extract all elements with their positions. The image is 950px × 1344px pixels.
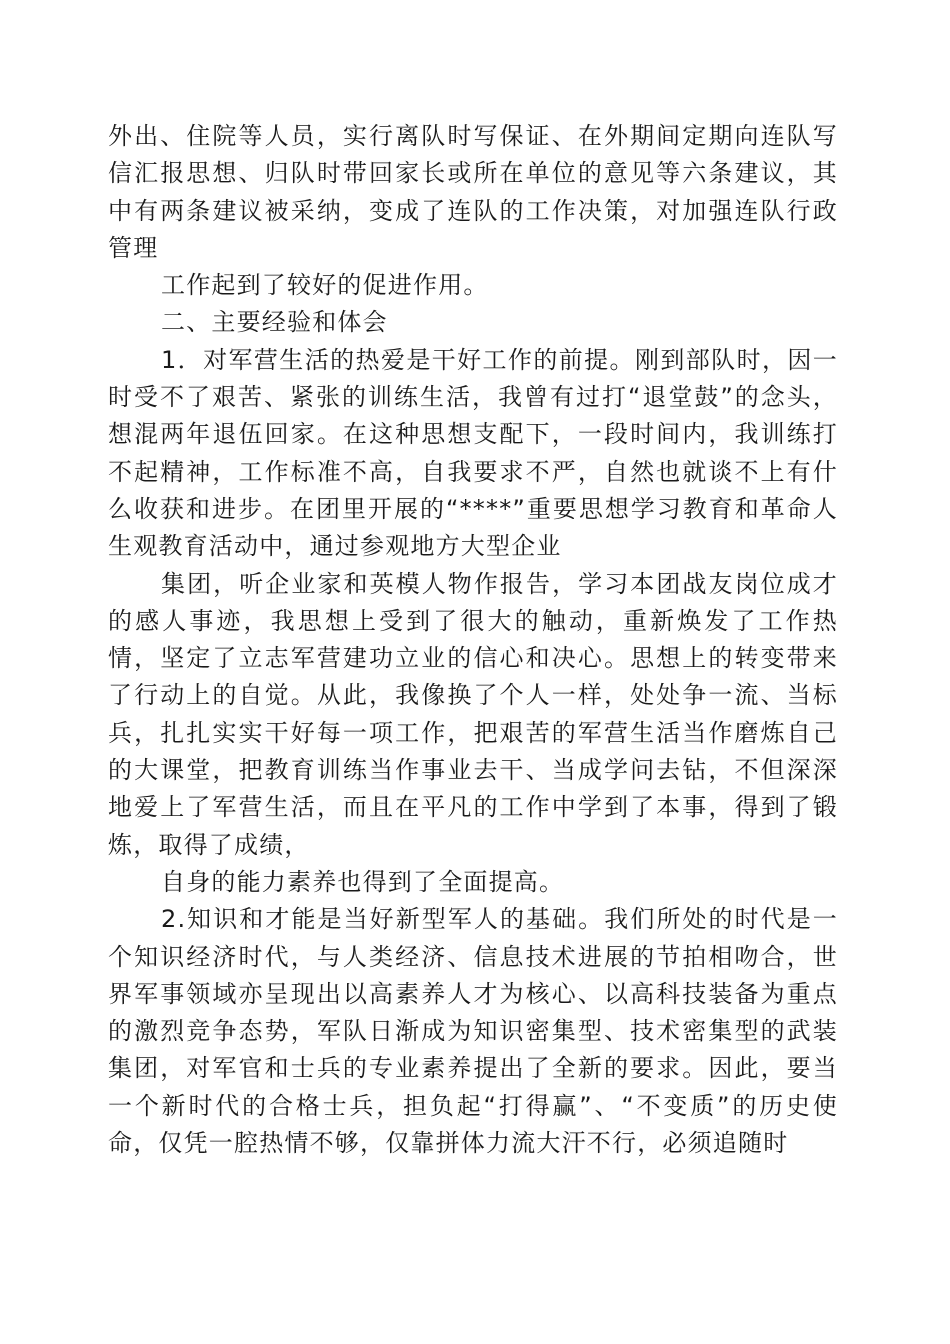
paragraph-5: 自身的能力素养也得到了全面提高。 xyxy=(161,867,565,896)
paragraph-3: 1．对军营生活的热爱是干好工作的前提。刚到部队时，因一时受不了艰苦、紧张的训练生活，我曾有过打“退堂鼓”的念头，想混两年退伍回家。在这种思想支配下，一段时间内，我训练打不起精神，工作标准不高，自我要求不严，自然也就谈不上有什么收获和进步。在团里开展的“****”重要思想学习教育和革命人生观教育活动中，通过参观地方大型企业 xyxy=(108,345,838,561)
paragraph-4: 集团，听企业家和英模人物作报告，学习本团战友岗位成才的感人事迹，我思想上受到了很大的触动，重新焕发了工作热情，坚定了立志军营建功立业的信心和决心。思想上的转变带来了行动上的自觉。从此，我像换了个人一样，处处争一流、当标兵，扎扎实实干好每一项工作，把艰苦的军营生活当作磨炼自己的大课堂，把教育训练当作事业去干、当成学问去钻，不但深深地爱上了军营生活，而且在平凡的工作中学到了本事，得到了锻炼，取得了成绩， xyxy=(108,569,838,859)
paragraph-6: 2.知识和才能是当好新型军人的基础。我们所处的时代是一个知识经济时代，与人类经济、信息技术进展的节拍相吻合，世界军事领域亦呈现出以高素养人才为核心、以高科技装备为重点的激烈竞争态势，军队日渐成为知识密集型、技术密集型的武装集团，对军官和士兵的专业素养提出了全新的要求。因此，要当一个新时代的合格士兵，担负起“打得赢”、“不变质”的历史使命，仅凭一腔热情不够，仅靠拼体力流大汗不行，必须追随时 xyxy=(108,905,838,1158)
paragraph-2: 工作起到了较好的促进作用。 xyxy=(161,271,489,300)
document-body xyxy=(108,118,838,1162)
section-heading: 二、主要经验和体会 xyxy=(161,308,388,337)
paragraph-1: 外出、住院等人员，实行离队时写保证、在外期间定期向连队写信汇报思想、归队时带回家长或所在单位的意见等六条建议，其中有两条建议被采纳，变成了连队的工作决策，对加强连队行政管理 xyxy=(108,122,838,262)
